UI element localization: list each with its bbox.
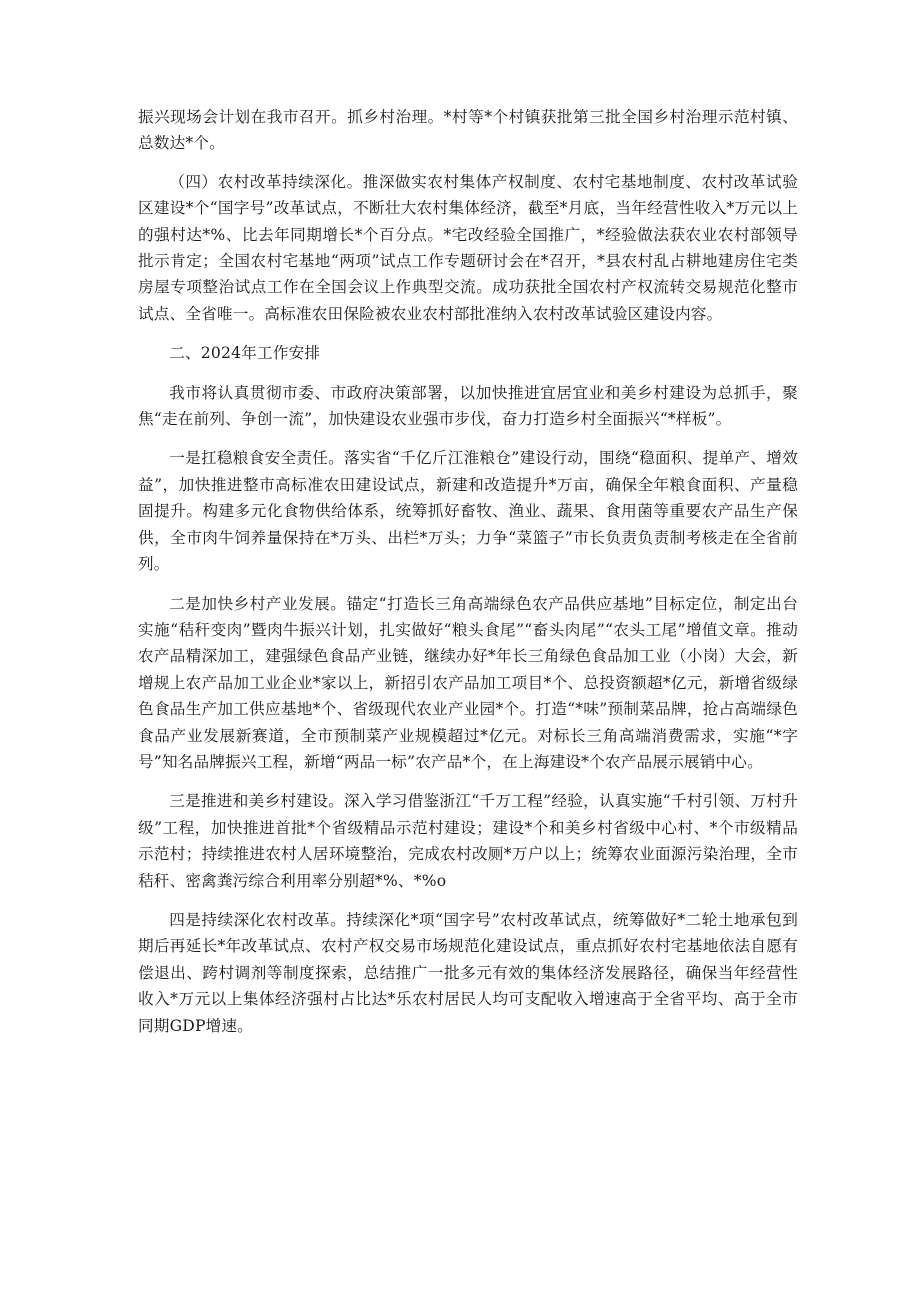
document-page [138, 104, 798, 1039]
paragraph-plan-intro: 我市将认真贯彻市委、市政府决策部署，以加快推进宜居宜业和美乡村建设为总抓手，聚焦“走在前列、争创一流”，加快建设农业强市步伐，奋力打造乡村全面振兴“*样板”。 [138, 383, 798, 429]
paragraph-village-construction: 三是推进和美乡村建设。深入学习借鉴浙江“千万工程”经验，认真实施“千村引领、万村升级”工程，加快推进首批*个省级精品示范村建设；建设*个和美乡村省级中心村、*个市级精品示范村；持续推进农村人居环境整治，完成农村改厕*万户以上；统筹农业面源污染治理，全市秸秆、密禽粪污综合利用率分别超*%、*%o [138, 792, 798, 890]
paragraph-grain-security: 一是扛稳粮食安全责任。落实省“千亿斤江淮粮仓”建设行动，围绕“稳面积、提单产、增效益”，加快推进整市高标准农田建设试点，新建和改造提升*万亩，确保全年粮食面积、产量稳固提升。构建多元化食物供给体系，统筹抓好畜牧、渔业、蔬果、食用菌等重要农产品生产保供，全市肉牛饲养量保持在*万头、出栏*万头；力争“菜篮子”市长负责负责制考核走在全省前列。 [138, 449, 798, 574]
paragraph-deepen-reform: 四是持续深化农村改革。持续深化*项“国字号”农村改革试点，统筹做好*二轮土地承包到期后再延长*年改革试点、农村产权交易市场规范化建设试点，重点抓好农村宅基地依法自愿有偿退出、跨村调剂等制度探索，总结推广一批多元有效的集体经济发展路径，确保当年经营性收入*万元以上集体经济强村占比达*乐农村居民人均可支配收入增速高于全省平均、高于全市同期GDP增速。 [138, 910, 798, 1035]
paragraph-rural-governance-continued: 振兴现场会计划在我市召开。抓乡村治理。*村等*个村镇获批第三批全国乡村治理示范村镇、总数达*个。 [138, 108, 798, 153]
section-heading-2024-plan: 二、2024年工作安排 [169, 344, 321, 363]
paragraph-rural-industry: 二是加快乡村产业发展。锚定“打造长三角高端绿色农产品供应基地”目标定位，制定出台实施“秸秆变肉”暨肉牛振兴计划，扎实做好“粮头食尾”“畜头肉尾”“农头工尾”增值文章。推动农产品精深加工，建强绿色食品产业链，继续办好*年长三角绿色食品加工业（小岗）大会，新增规上农产品加工业企业*家以上，新招引农产品加工项目*个、总投资额超*亿元，新增省级绿色食品生产加工供应基地*个、省级现代农业产业园*个。打造“*味”预制菜品牌，抢占高端绿色食品产业发展新赛道，全市预制菜产业规模超过*亿元。对标长三角高端消费需求，实施“*字号”知名品牌振兴工程，新增“两品一标”农产品*个，在上海建设*个农产品展示展销中心。 [138, 594, 798, 771]
paragraph-rural-reform: （四）农村改革持续深化。推深做实农村集体产权制度、农村宅基地制度、农村改革试验区建设*个“国字号”改革试点，不断壮大农村集体经济，截至*月底，当年经营性收入*万元以上的强村达*%、比去年同期增长*个百分点。*宅改经验全国推广，*经验做法获农业农村部领导批示肯定；全国农村宅基地“两项”试点工作专题研讨会在*召开，*县农村乱占耕地建房住宅类房屋专项整治试点工作在全国会议上作典型交流。成功获批全国农村产权流转交易规范化整市试点、全省唯一。高标准农田保险被农业农村部批准纳入农村改革试验区建设内容。 [138, 172, 798, 323]
